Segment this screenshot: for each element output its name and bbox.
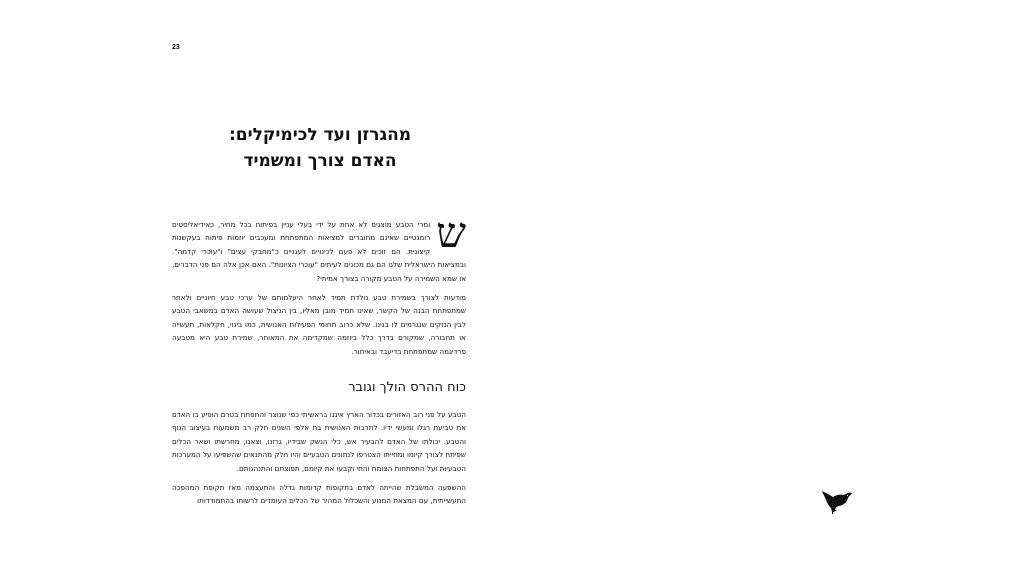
section-heading: כוח ההרס הולך וגובר xyxy=(348,380,466,395)
intro-paragraph-1-text: ומרי הטבע מוצגים לא אחת על ידי בעלי עניין בפיתוח בכל מחיר, כאידיאליסטים רומנטיים שאינם מחוברים למציאות המתפתחת ומעכבים יוזמות פיתוח בעקשנות קיצונית. הם זוכים לא פעם לכינויים לעגניים כ"מחבקי עצים" ו"עוכרי קדמה". ובמציאות הישראלית שלנו הם גם מכונים לעיתים "עוכרי הציונות". האם אכן אלה הם פני הדברים, או שמא השמירה על הטבע מקורה בצורך אמיתי? xyxy=(172,220,466,283)
bird-eye xyxy=(847,495,848,496)
intro-text xyxy=(172,208,466,364)
bird-silhouette-icon xyxy=(820,488,854,518)
section-paragraph-1: הטבע על פני רוב האזורים בכדור הארץ איננו בראשיתי כפי שנוצר והתפתח בטרם הופיע בו האדם את טביעת רגלו ומעשי ידיו. לתרבות האנושית בת אלפי השנים חלק רב משמעות בעיצוב הנוף והטבע. יכולתו של האדם להבעיר אש, כלי הנשק שבידיו, גרזנו, וצאנו, מחרשתו ושאר הכלים שפיתח לצורך קיומו ומחייתו הצטרפו לנתונים הטבעיים והיו חלק מהתנאים שהשפיעו על המערכות הטבעיות ועל התפתחות הצומח והחי וקבעו את קיומם, תפוצתם והתנהגותם. xyxy=(172,410,466,473)
section-paragraph-2: ההשפעה המשבלת שהייתה לאדם בתקופות קדומות גדלה והתעצמה מאז תקופת המהפכה התעשייתית, עם המצאת המנוע והשכלול המהיר של הכלים העומדים לרשותו בהתמודדותו xyxy=(172,483,466,506)
intro-paragraph-1 xyxy=(172,208,466,285)
bird-body xyxy=(822,491,852,514)
chapter-title-line-1: מהגרזן ועד לכימיקלים: xyxy=(228,125,412,145)
drop-cap: ש xyxy=(436,208,466,257)
chapter-title-line-2: האדם צורך ומשמיד xyxy=(243,151,397,171)
section-block xyxy=(172,378,466,514)
page-number: 23 xyxy=(172,44,180,51)
chapter-title xyxy=(170,122,470,174)
intro-paragraph-2: מודעות לצורך בשמירת טבע נולדת תמיד לאחר היעלמותם של ערכי טבע חיוניים ולאחר שמתפתחת הבנה של הקשר, שאינו תמיד מובן מאליו, בין הניצול שעושה האדם במשאבי הטבע לבין הנזקים שנגרמים לו בגינו. שלא כרוב תחומי הפעילות האנושית, כמו בינוי, חקלאות, תעשייה או תחבורה, שמקורם בדרך כלל ביוזמה שמקדימה את המאוחר, שמירת טבע היא מטבעה פרדיגמה שמתפתחת בדיעבד ובאיחור. xyxy=(172,293,466,356)
